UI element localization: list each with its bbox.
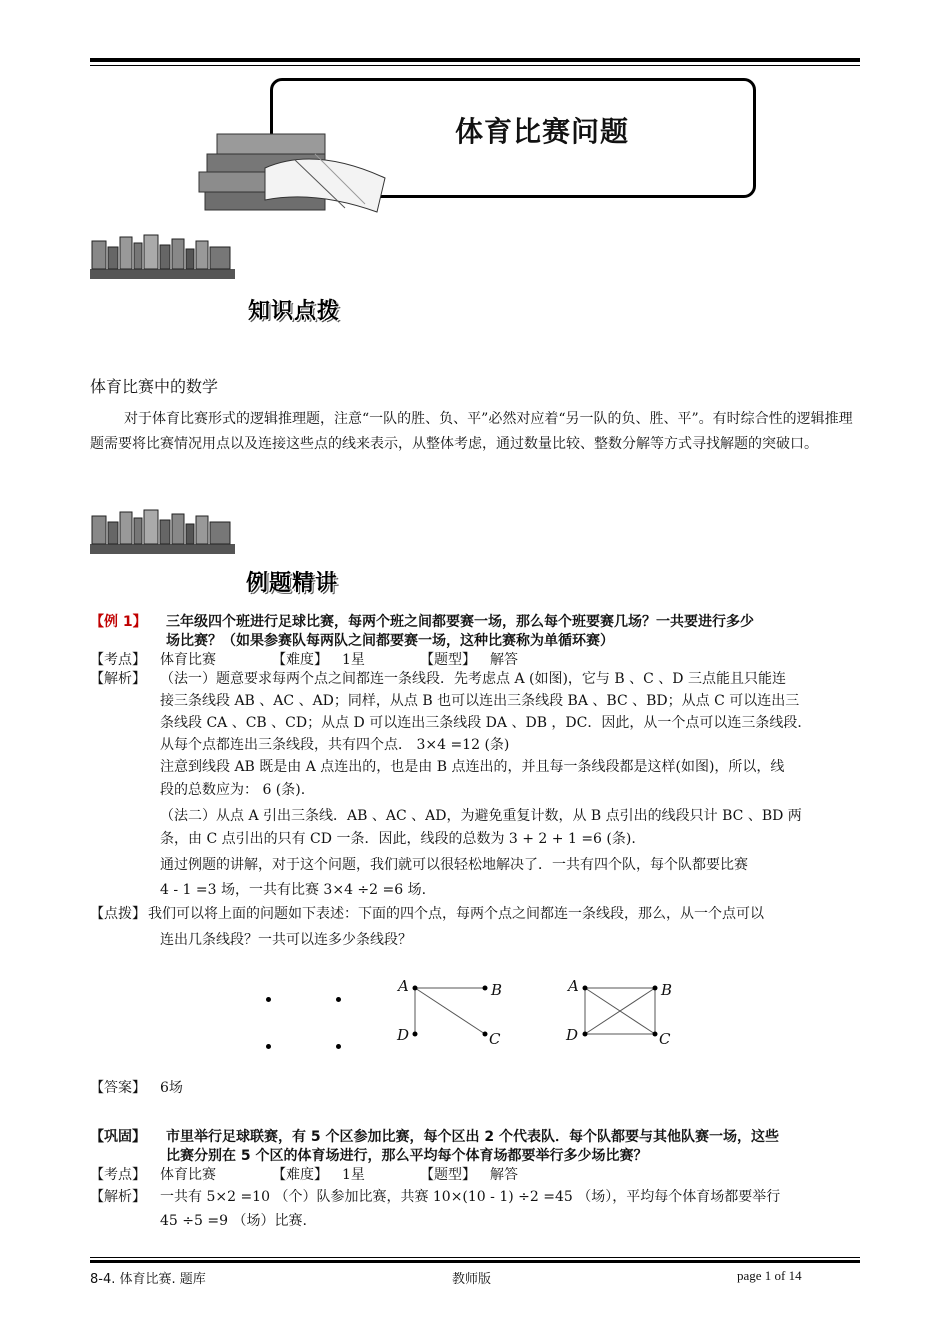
answer-label: 【答案】 xyxy=(90,1080,146,1096)
hint-line: 我们可以将上面的问题如下表述：下面的四个点，每两个点之间都连一条线段，那么，从一个点可以 xyxy=(148,906,764,922)
meta-nandu: 1星 xyxy=(342,652,365,668)
answer-value: 6场 xyxy=(160,1080,183,1096)
hint-line: 连出几条线段？一共可以连多少条线段？ xyxy=(160,932,412,948)
meta-label-nandu: 【难度】 xyxy=(272,652,328,668)
analysis-line: 条，由 C 点引出的只有 CD 一条．因此，线段的总数为 3 + 2 + 1 =6 (条). xyxy=(160,831,636,847)
analysis-label: 【解析】 xyxy=(90,671,146,687)
header-rule-thick xyxy=(90,58,860,62)
diagram-point xyxy=(266,997,271,1002)
diagram-point xyxy=(266,1044,271,1049)
diagram-point xyxy=(336,1044,341,1049)
footer-rule-thin xyxy=(90,1257,860,1258)
analysis-line: （法二）从点 A 引出三条线．AB 、AC 、AD，为避免重复计数，从 B 点引出的线段只计 BC 、BD 两 xyxy=(160,808,802,824)
example-tag: 【例 1】 xyxy=(90,614,147,630)
point-label-d: D xyxy=(566,1026,579,1044)
analysis-line: 条线段 CA 、CB 、CD；从点 D 可以连出三条线段 DA 、DB ，DC．因此，从一个点可以连三条线段． xyxy=(160,715,812,731)
meta-label-tixing: 【题型】 xyxy=(420,652,476,668)
section-label-examples: 例题精讲 xyxy=(246,571,339,596)
analysis-line: 从每个点都连出三条线段，共有四个点． 3×4 =12 (条) xyxy=(160,737,510,753)
analysis-line: 通过例题的讲解，对于这个问题，我们就可以很轻松地解决了．一共有四个队，每个队都要比赛 xyxy=(160,857,748,873)
header-rule-thin xyxy=(90,65,860,66)
bookshelf-icon xyxy=(90,233,235,283)
knowledge-heading: 体育比赛中的数学 xyxy=(90,377,219,396)
point-label-c: C xyxy=(489,1030,501,1048)
meta-label-kaodian: 【考点】 xyxy=(90,652,146,668)
meta-kaodian: 体育比赛 xyxy=(160,1167,216,1183)
meta-label-tixing: 【题型】 xyxy=(420,1167,476,1183)
analysis-line: 接三条线段 AB 、AC 、AD；同样，从点 B 也可以连出三条线段 BA 、BC 、BD；从点 C 可以连出三 xyxy=(160,693,800,709)
analysis-line: 注意到线段 AB 既是由 A 点连出的，也是由 B 点连出的，并且每一条线段都是这样(如图)，所以，线 xyxy=(160,759,785,775)
meta-tixing: 解答 xyxy=(490,1167,518,1183)
analysis-label: 【解析】 xyxy=(90,1189,146,1205)
diagram-point xyxy=(336,997,341,1002)
books-illustration-icon xyxy=(195,128,395,218)
diagram-lines-from-a xyxy=(410,980,503,1040)
meta-tixing: 解答 xyxy=(490,652,518,668)
meta-label-nandu: 【难度】 xyxy=(272,1167,328,1183)
analysis-line: 段的总数应为： 6 (条). xyxy=(160,782,306,798)
point-label-b: B xyxy=(491,981,503,999)
footer-page: page 1 of 14 xyxy=(737,1268,802,1283)
analysis-line: 45 ÷5 =9 （场）比赛. xyxy=(160,1213,307,1229)
knowledge-paragraph: 对于体育比赛形式的逻辑推理题，注意“一队的胜、负、平”必然对应着“另一队的负、胜、平”。有时综合性的逻辑推理题需要将比赛情况用点以及连接这些点的线来表示，从整体考虑，通过数量比较、整数分解等方式寻找解题的突破口。 xyxy=(90,411,853,452)
hint-label: 【点拨】 xyxy=(90,906,146,922)
analysis-line: 4 - 1 =3 场，一共有比赛 3×4 ÷2 =6 场. xyxy=(160,882,427,898)
page-title: 体育比赛问题 xyxy=(455,115,630,148)
analysis-line: 一共有 5×2 =10 （个）队参加比赛，共赛 10×(10 - 1) ÷2 =45 （场），平均每个体育场都要举行 xyxy=(160,1189,781,1205)
point-label-d: D xyxy=(397,1026,410,1044)
consolidation-question-line: 比赛分别在 5 个区的体育场进行，那么平均每个体育场都要举行多少场比赛？ xyxy=(166,1148,648,1164)
footer-center: 教师版 xyxy=(452,1272,492,1287)
consolidation-question-line: 市里举行足球联赛，有 5 个区参加比赛，每个区出 2 个代表队．每个队都要与其他队赛一场，这些 xyxy=(166,1129,779,1145)
consolidation-tag: 【巩固】 xyxy=(90,1129,146,1145)
point-label-a: A xyxy=(568,977,579,995)
diagram-complete-graph xyxy=(580,980,673,1040)
point-label-b: B xyxy=(661,981,673,999)
meta-nandu: 1星 xyxy=(342,1167,365,1183)
meta-label-kaodian: 【考点】 xyxy=(90,1167,146,1183)
point-label-c: C xyxy=(659,1030,671,1048)
meta-kaodian: 体育比赛 xyxy=(160,652,216,668)
footer-rule-thick xyxy=(90,1260,860,1263)
footer-left: 8-4. 体育比赛. 题库 xyxy=(90,1272,206,1287)
example-question-line: 三年级四个班进行足球比赛，每两个班之间都要赛一场，那么每个班要赛几场？一共要进行多少 xyxy=(166,614,754,630)
bookshelf-icon xyxy=(90,508,235,558)
example-question-line: 场比赛？（如果参赛队每两队之间都要赛一场，这种比赛称为单循环赛） xyxy=(166,633,614,649)
section-label-knowledge: 知识点拨 xyxy=(248,299,341,324)
point-label-a: A xyxy=(398,977,409,995)
analysis-line: （法一）题意要求每两个点之间都连一条线段．先考虑点 A (如图)，它与 B 、C 、D 三点能且只能连 xyxy=(160,671,786,687)
